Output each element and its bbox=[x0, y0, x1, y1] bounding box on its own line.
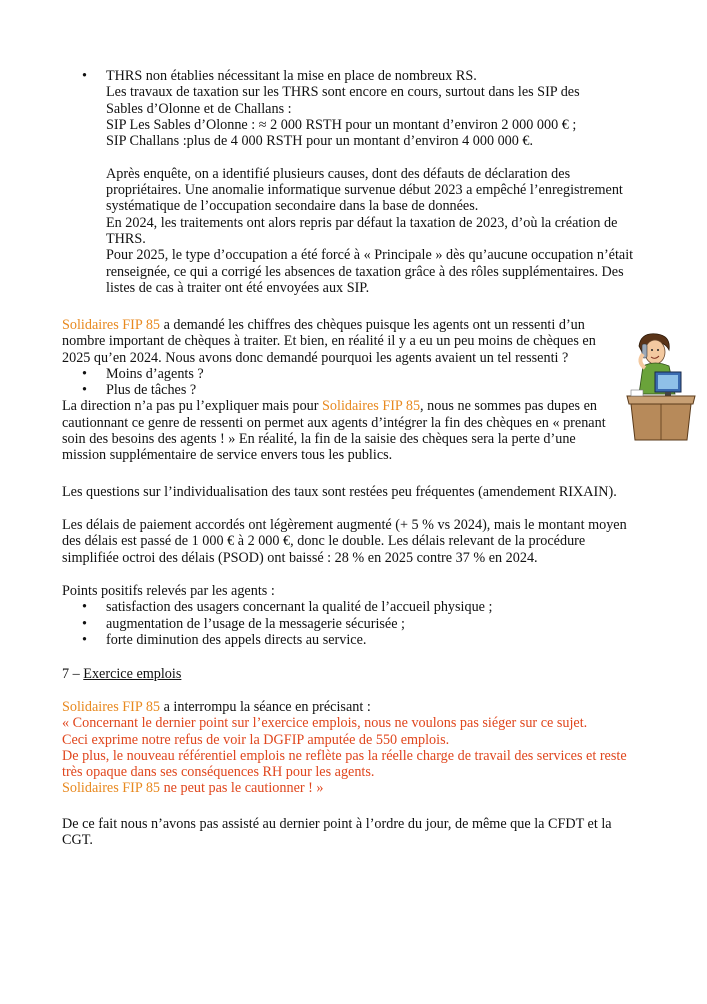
text-line: cautionnant ce genre de ressenti on permet aux agents d’intégrer la fin des chèques en « prenant bbox=[62, 414, 606, 431]
list-item: • satisfaction des usagers concernant la qualité de l’accueil physique ; bbox=[82, 599, 493, 616]
quote-line: « Concernant le dernier point sur l’exercice emplois, nous ne voulons pas siéger sur ce sujet. bbox=[62, 715, 588, 732]
union-name: Solidaires FIP 85 bbox=[62, 317, 161, 333]
text-line: CGT. bbox=[62, 832, 93, 849]
text-line: En 2024, les traitements ont alors repris par défaut la taxation de 2023, d’où la création de bbox=[106, 214, 618, 231]
text-line: De ce fait nous n’avons pas assisté au dernier point à l’ordre du jour, de même que la CFDT et la bbox=[62, 816, 612, 832]
text-line: Sables d’Olonne et de Challans : bbox=[106, 100, 292, 117]
text-line: nombre important de chèques à traiter. Et bien, en réalité il y a eu un peu moins de chèques en bbox=[62, 333, 596, 350]
thrs-bullet bbox=[82, 68, 682, 296]
text-line: THRS. bbox=[106, 230, 146, 247]
text-line: Les délais de paiement accordés ont légèrement augmenté (+ 5 % vs 2024), mais le montant moyen bbox=[62, 517, 627, 533]
thrs-section bbox=[82, 68, 682, 296]
quote-line: Solidaires FIP 85 ne peut pas le cautionner ! » bbox=[62, 780, 324, 797]
text-line: Solidaires FIP 85 a demandé les chiffres des chèques puisque les agents ont un ressenti d’un bbox=[62, 317, 585, 333]
text-line: Après enquête, on a identifié plusieurs causes, dont des défauts de déclaration des bbox=[106, 165, 571, 182]
text-line: simplifiée octroi des délais (PSOD) ont baissé : 28 % en 2025 contre 37 % en 2024. bbox=[62, 549, 538, 566]
text-line: soin des besoins des agents ! » En réalité, la fin de la saisie des chèques sera la perte d’une bbox=[62, 431, 576, 448]
section-title: Exercice emplois bbox=[83, 666, 182, 682]
text-line: systématique de l’occupation secondaire dans la base de données. bbox=[106, 198, 479, 215]
section-7-heading: 7 – Exercice emplois bbox=[62, 666, 182, 682]
delais-section bbox=[62, 517, 682, 566]
taux-section bbox=[62, 484, 682, 500]
union-name: Solidaires FIP 85 bbox=[62, 699, 161, 715]
text-line: propriétaires. Une anomalie informatique survenue début 2023 a empêché l’enregistrement bbox=[106, 182, 623, 199]
text-line: des délais est passé de 1 000 € à 2 000 €, donc le double. Les délais relevant de la procédure bbox=[62, 533, 586, 550]
office-worker-illustration bbox=[625, 332, 697, 444]
union-name: Solidaires FIP 85 bbox=[322, 398, 421, 415]
text-line: La direction n’a pas pu l’expliquer mais pour Solidaires FIP 85, nous ne sommes pas dupes en bbox=[62, 398, 597, 415]
quote-line: De plus, le nouveau référentiel emplois ne reflète pas la réelle charge de travail des services et reste bbox=[62, 747, 627, 764]
cheques-section bbox=[62, 317, 632, 464]
quote-line: très opaque dans ses conséquences RH pour les agents. bbox=[62, 764, 375, 781]
text-line: Les questions sur l’individualisation des taux sont restées peu fréquentes (amendement RIXAIN). bbox=[62, 484, 617, 500]
list-item: • augmentation de l’usage de la messagerie sécurisée ; bbox=[82, 615, 405, 632]
list-item: • Plus de tâches ? bbox=[82, 382, 197, 399]
quote-line: Ceci exprime notre refus de voir la DGFIP amputée de 550 emplois. bbox=[62, 731, 450, 748]
thrs-title: THRS non établies nécessitant la mise en place de nombreux RS. bbox=[106, 68, 477, 84]
union-name: Solidaires FIP 85 bbox=[62, 780, 161, 797]
text-line: Solidaires FIP 85 a interrompu la séance en précisant : bbox=[62, 699, 371, 715]
list-item: • Moins d’agents ? bbox=[82, 365, 204, 382]
text-line: SIP Challans :plus de 4 000 RSTH pour un montant d’environ 4 000 000 €. bbox=[106, 133, 534, 150]
list-item: • forte diminution des appels directs au service. bbox=[82, 631, 367, 648]
text-line: Les travaux de taxation sur les THRS sont encore en cours, surtout dans les SIP des bbox=[106, 84, 580, 101]
text-line: Pour 2025, le type d’occupation a été forcé à « Principale » dès qu’aucune occupation n’était bbox=[106, 247, 634, 264]
bullet-marker: • bbox=[82, 68, 87, 84]
conclusion bbox=[62, 816, 682, 849]
text-line: mission supplémentaire de service envers tous les publics. bbox=[62, 447, 393, 464]
text-line: SIP Les Sables d’Olonne : ≈ 2 000 RSTH pour un montant d’environ 2 000 000 € ; bbox=[106, 116, 577, 133]
text-line: renseignée, ce qui a corrigé les absences de taxation grâce à des rôles supplémentaires. Des bbox=[106, 263, 624, 280]
exercice-emplois-section bbox=[62, 699, 682, 797]
points-positifs-section bbox=[62, 583, 682, 648]
text-line: Points positifs relevés par les agents : bbox=[62, 583, 275, 599]
text-line: listes de cas à traiter ont été envoyées aux SIP. bbox=[106, 279, 370, 296]
text-line: 2025 qu’en 2024. Nous avons donc demandé pourquoi les agents avaient un tel ressenti ? bbox=[62, 349, 569, 366]
